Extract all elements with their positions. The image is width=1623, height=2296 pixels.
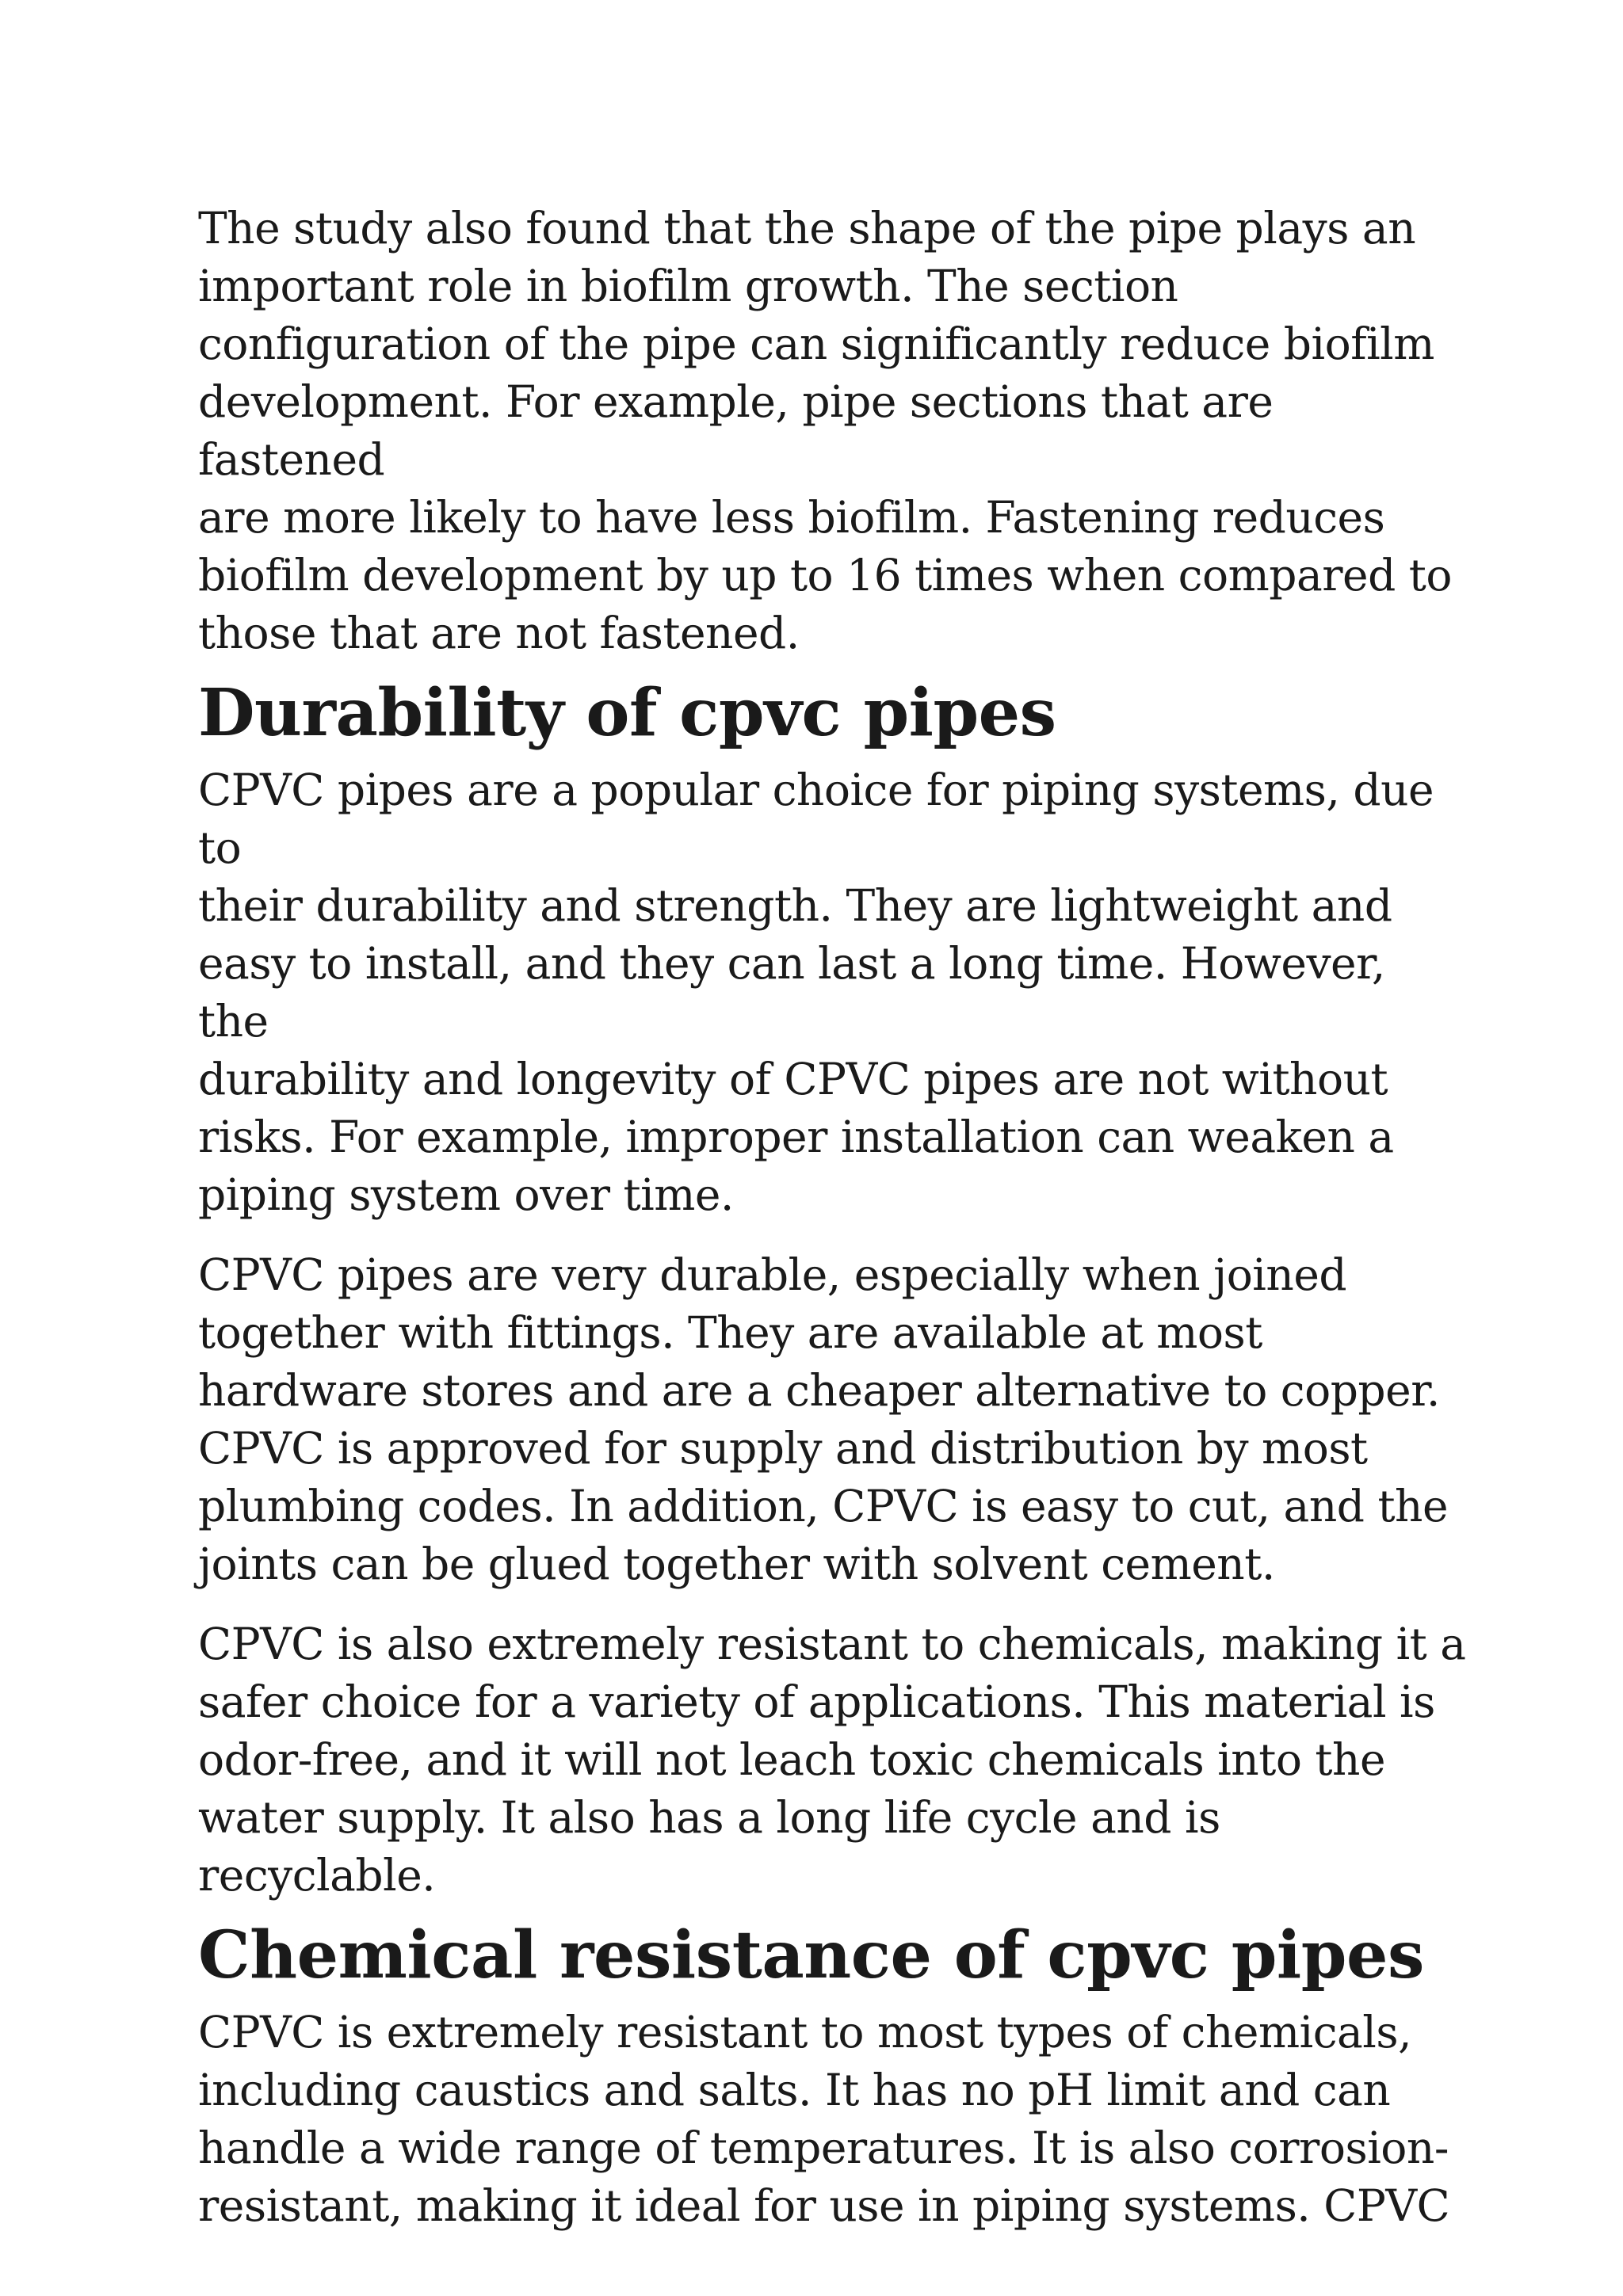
paragraph-chemical-safety: CPVC is also extremely resistant to chemicals, making it a safer choice for a variety of applications. This material is odor-free, and it will not leach toxic chemicals into the water supply. It also has a long life cycle and is recyclable. (198, 1619, 1466, 1901)
paragraph-durability-intro: CPVC pipes are a popular choice for piping systems, due to their durability and strength. They are lightweight and easy to install, and they can last a long time. However, the durability and longevity of CPVC pipes are not without risks. For example, improper installation can weaken a piping system over time. (198, 765, 1434, 1220)
heading-durability: Durability of cpvc pipes (198, 675, 1056, 751)
document-page (198, 200, 1466, 2257)
heading-chemical-resistance: Chemical resistance of cpvc pipes (198, 1917, 1424, 1993)
paragraph-durability-fittings: CPVC pipes are very durable, especially when joined together with fittings. They are available at most hardware stores and are a cheaper alternative to copper. CPVC is approved for supply and distribution by most plumbing codes. In addition, CPVC is easy to cut, and the joints can be glued together with solvent cement. (198, 1249, 1449, 1589)
paragraph-chemical-resistance: CPVC is extremely resistant to most types of chemicals, including caustics and salts. It has no pH limit and can handle a wide range of temperatures. It is also corrosion- resistant, making it ideal for use in piping systems. CPVC (198, 2007, 1450, 2231)
paragraph-biofilm-shape: The study also found that the shape of the pipe plays an important role in biofilm growth. The section configuration of the pipe can significantly reduce biofilm development. For example, pipe sections that are fastened are more likely to have less biofilm. Fastening reduces biofilm development by up to 16 times when compared to those that are not fastened. (198, 203, 1452, 658)
